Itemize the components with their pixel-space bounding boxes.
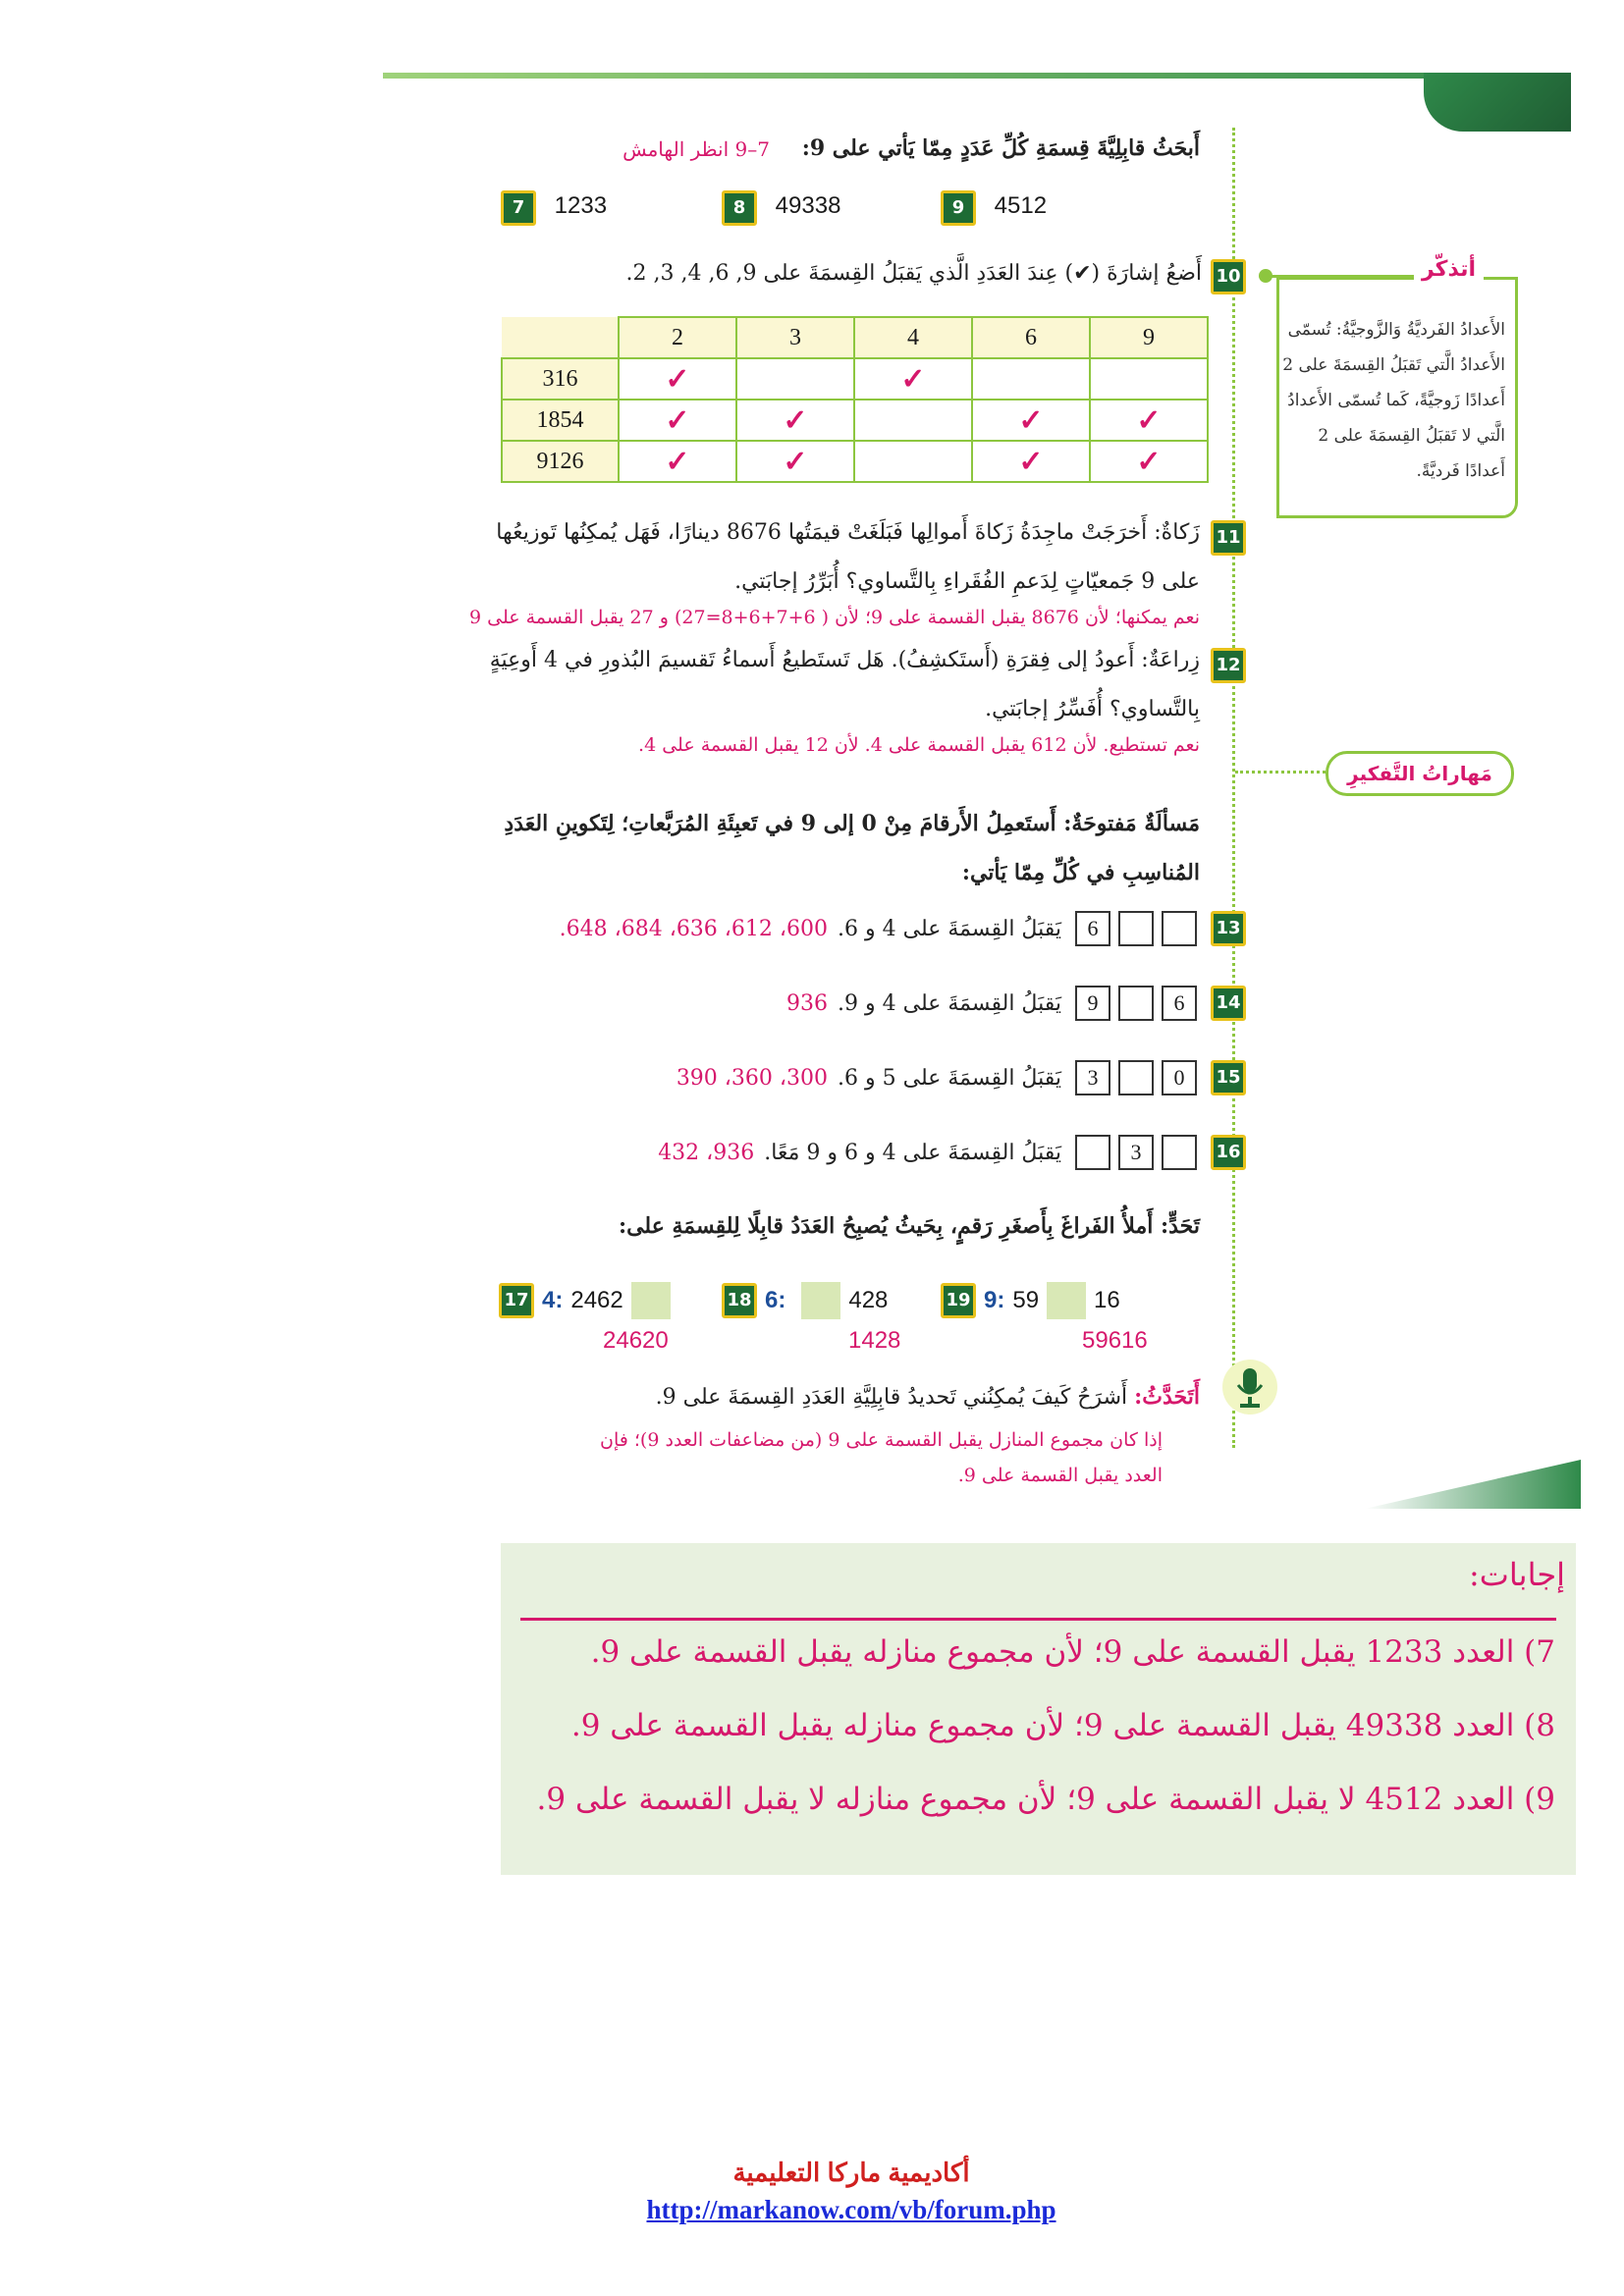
blank-digit[interactable] [1047,1282,1086,1319]
top-corner-band [1424,73,1571,132]
table-cell [736,400,854,441]
number-before: 2462 [570,1287,623,1313]
check-mark: ✓ [665,362,690,396]
question-number-badge: 13 [1211,911,1246,946]
forum-link[interactable]: http://markanow.com/vb/forum.php [646,2195,1056,2224]
microphone-icon [1222,1360,1277,1415]
question-number-badge: 10 [1211,259,1246,294]
item-answer: 936، 432 [658,1140,755,1165]
digit-box[interactable] [1118,911,1154,946]
check-mark: ✓ [900,362,926,396]
answers-divider [520,1618,1556,1621]
question-number-badge: 17 [499,1283,534,1318]
item-condition: يَقبَلُ القِسمَةَ على 5 و 6. [838,1065,1061,1091]
remember-text: الأَعدادُ الفَرديَّةُ وَالزَّوجيَّةُ: تُسمّى الأَعدادُ الَّتي تَقبَلُ القِسمَةَ على 2 أَعدادًا زَوجيَّةً، كَما تُسمّى الأَعدادُ الَّتي لا تَقبَلُ القِسمَةَ على 2 أَعدادًا فَرديَّةً. [1282,320,1505,481]
q11-badge-wrap [1211,520,1246,556]
q10-badge-wrap [1211,259,1246,294]
top-decorative-line [383,73,1571,79]
digit-box[interactable] [1118,986,1154,1021]
digit-box[interactable]: 0 [1162,1060,1197,1095]
q12-answer: نعم تستطيع. لأن 612 يقبل القسمة على 4. لأن 12 يقبل القسمة على 4. [638,734,1200,756]
question-number-badge: 11 [1211,520,1246,556]
exercise-number-badge: 9 [941,190,976,226]
item-answer: 300، 360، 390 [676,1065,828,1091]
table-header-cell: 4 [854,317,972,358]
q11-line1: زَكاةٌ: أَخرَجَتْ ماجِدَةُ زَكاةَ أَموالِها فَبَلَغَتْ قيمَتُها 8676 دينارًا، فَهَل يُمكِنُها تَوزيعُها [496,520,1200,545]
table-cell [1090,441,1208,482]
table-header-cell: 3 [736,317,854,358]
fill-item-18 [722,1282,888,1319]
exercise-number-badge: 7 [501,190,536,226]
fill-item-19 [941,1282,1120,1319]
digit-box[interactable]: 3 [1075,1060,1110,1095]
exercise-number-badge: 8 [722,190,757,226]
table-cell [854,400,972,441]
table-cell [972,400,1090,441]
question-number-badge: 14 [1211,986,1246,1021]
q11-answer: نعم يمكنها؛ لأن 8676 يقبل القسمة على 9؛ لأن ( 6+7+6+8=27) و 27 يقبل القسمة على 9 [468,607,1200,628]
exercise-value: 49338 [775,192,841,219]
number-before: 59 [1012,1287,1040,1313]
item-answer: 936 [786,990,828,1016]
item-condition: يَقبَلُ القِسمَةَ على 4 و 9. [838,990,1061,1016]
table-header-cell: 9 [1090,317,1208,358]
check-mark: ✓ [783,403,808,437]
item-condition: يَقبَلُ القِسمَةَ على 4 و 6 و 9 مَعًا. [764,1140,1061,1165]
table-cell [1090,400,1208,441]
table-cell [854,358,972,400]
bottom-decorative-wedge [1365,1460,1581,1509]
number-after: 428 [848,1287,889,1313]
open-item-15 [677,1060,1246,1095]
table-cell [854,441,972,482]
thinking-skills-tag: مَهاراتُ التَّفكيرِ [1326,751,1514,796]
table-row [502,358,1208,400]
talk-answer-line1: إذا كان مجموع المنازل يقبل القسمة على 9 (من مضاعفات العدد 9)؛ فإن [600,1429,1163,1451]
answer-8: 8) العدد 49338 يقبل القسمة على 9؛ لأن مجموع منازله يقبل القسمة على 9. [570,1708,1555,1743]
check-mark: ✓ [1136,403,1162,437]
table-cell [1090,358,1208,400]
table-cell [972,358,1090,400]
check-mark: ✓ [1018,403,1044,437]
answer-7: 7) العدد 1233 يقبل القسمة على 9؛ لأن مجموع منازله يقبل القسمة على 9. [590,1634,1555,1670]
blank-digit[interactable] [631,1282,671,1319]
digit-box[interactable] [1162,1135,1197,1170]
divisor-label: 4: [542,1287,564,1313]
skills-connector [1235,771,1326,774]
table-corner [502,317,619,358]
table-row-label: 9126 [502,441,619,482]
table-cell [619,400,736,441]
fill-answer-18: 1428 [848,1327,901,1354]
table-row-label: 1854 [502,400,619,441]
question-number-badge: 16 [1211,1135,1246,1170]
check-mark: ✓ [1136,445,1162,478]
answer-9: 9) العدد 4512 لا يقبل القسمة على 9؛ لأن مجموع منازله لا يقبل القسمة على 9. [536,1782,1555,1817]
divisor-label: 9: [984,1287,1005,1313]
digit-box[interactable] [1075,1135,1110,1170]
table-row [502,400,1208,441]
table-row [502,441,1208,482]
exercise-7 [501,190,607,226]
open-problem-line2: المُناسِبِ في كُلِّ مِمّا يَأتي: [961,860,1200,885]
q12-line2: بِالتَّساوي؟ أُفَسِّرُ إجابَتي. [985,697,1200,721]
answers-title: إجابات: [1469,1556,1565,1593]
question-number-badge: 15 [1211,1060,1246,1095]
challenge-text: تَحَدٍّ: أَملأُ الفَراغَ بِأَصغَرِ رَقمٍ، بِحَيثُ يُصبِحُ العَدَدُ قابِلًا لِلقِسمَةِ على: [618,1213,1200,1239]
margin-dotted-line [1232,128,1235,1448]
check-mark: ✓ [665,403,690,437]
connector-dot [1259,269,1272,283]
exercise-value: 4512 [994,192,1048,219]
item-answer: 600، 612، 636، 684، 648. [559,916,828,941]
table-row-label: 316 [502,358,619,400]
margin-note: 7–9 انظر الهامش [623,137,770,161]
talk-answer-line2: العدد يقبل القسمة على 9. [957,1465,1163,1486]
table-header-cell: 2 [619,317,736,358]
table-cell [736,441,854,482]
table-cell [619,441,736,482]
digit-box[interactable]: 3 [1118,1135,1154,1170]
divisor-label: 6: [765,1287,786,1313]
exercise-8 [722,190,840,226]
talk-prompt [656,1384,1200,1410]
open-item-13 [560,911,1246,946]
q12-badge-wrap [1211,648,1246,683]
check-mark: ✓ [665,445,690,478]
digit-box[interactable] [1162,911,1197,946]
fill-answer-17: 24620 [603,1327,669,1354]
open-item-14 [786,986,1246,1021]
open-item-16 [658,1135,1246,1170]
q11-line2: على 9 جَمعيّاتٍ لِدَعمِ الفُقَراءِ بِالتَّساوي؟ أُبَرِّرُ إجابَتي. [734,569,1200,594]
q10-text: أَضعُ إشارَةَ (✔) عِندَ العَدَدِ الَّذي يَقبَلُ القِسمَةَ على 9, 6, 4, 3, 2. [625,261,1202,286]
item-condition: يَقبَلُ القِسمَةَ على 4 و 6. [838,916,1061,941]
table-cell [972,441,1090,482]
question-number-badge: 12 [1211,648,1246,683]
table-cell [619,358,736,400]
talk-text: أَشرَحُ كَيفَ يُمكِنُني تَحديدُ قابِلِيَّةِ العَدَدِ القِسمَةَ على 9. [655,1385,1128,1410]
academy-name: أكاديمية ماركا التعليمية [732,2158,970,2187]
exercise-9 [941,190,1047,226]
digit-box[interactable]: 9 [1075,986,1110,1021]
question-number-badge: 18 [722,1283,757,1318]
blank-digit[interactable] [801,1282,840,1319]
digit-box[interactable]: 6 [1075,911,1110,946]
remember-title: أتذكّر [1414,257,1484,282]
digit-box[interactable] [1118,1060,1154,1095]
number-after: 16 [1094,1287,1120,1313]
check-mark: ✓ [783,445,808,478]
fill-answer-19: 59616 [1082,1327,1148,1354]
table-header-row [502,317,1208,358]
table-header-cell: 6 [972,317,1090,358]
exercise-value: 1233 [554,192,608,219]
divisibility-table [501,316,1209,483]
digit-box[interactable]: 6 [1162,986,1197,1021]
fill-item-17 [499,1282,678,1319]
table-cell [736,358,854,400]
instruction-7-9: أَبحَثُ قابِلِيَّةَ قِسمَةِ كُلِّ عَدَدٍ مِمّا يَأتي على 9: [801,135,1200,161]
open-problem-line1: مَسألَةٌ مَفتوحَةٌ: أَستَعمِلُ الأَرقامَ مِنْ 0 إلى 9 في تَعبِئَةِ المُرَبَّعاتِ؛ لِتَكوينِ العَدَدِ [504,811,1200,836]
check-mark: ✓ [1018,445,1044,478]
talk-label: أَتَحَدَّثُ: [1134,1384,1200,1410]
q12-line1: زِراعَةٌ: أَعودُ إلى فِقرَةِ (أَستَكشِفُ). هَل تَستَطيعُ أَسماءُ تَقسيمَ البُذورِ في 4 أَوعِيَةٍ [489,648,1200,672]
question-number-badge: 19 [941,1283,976,1318]
